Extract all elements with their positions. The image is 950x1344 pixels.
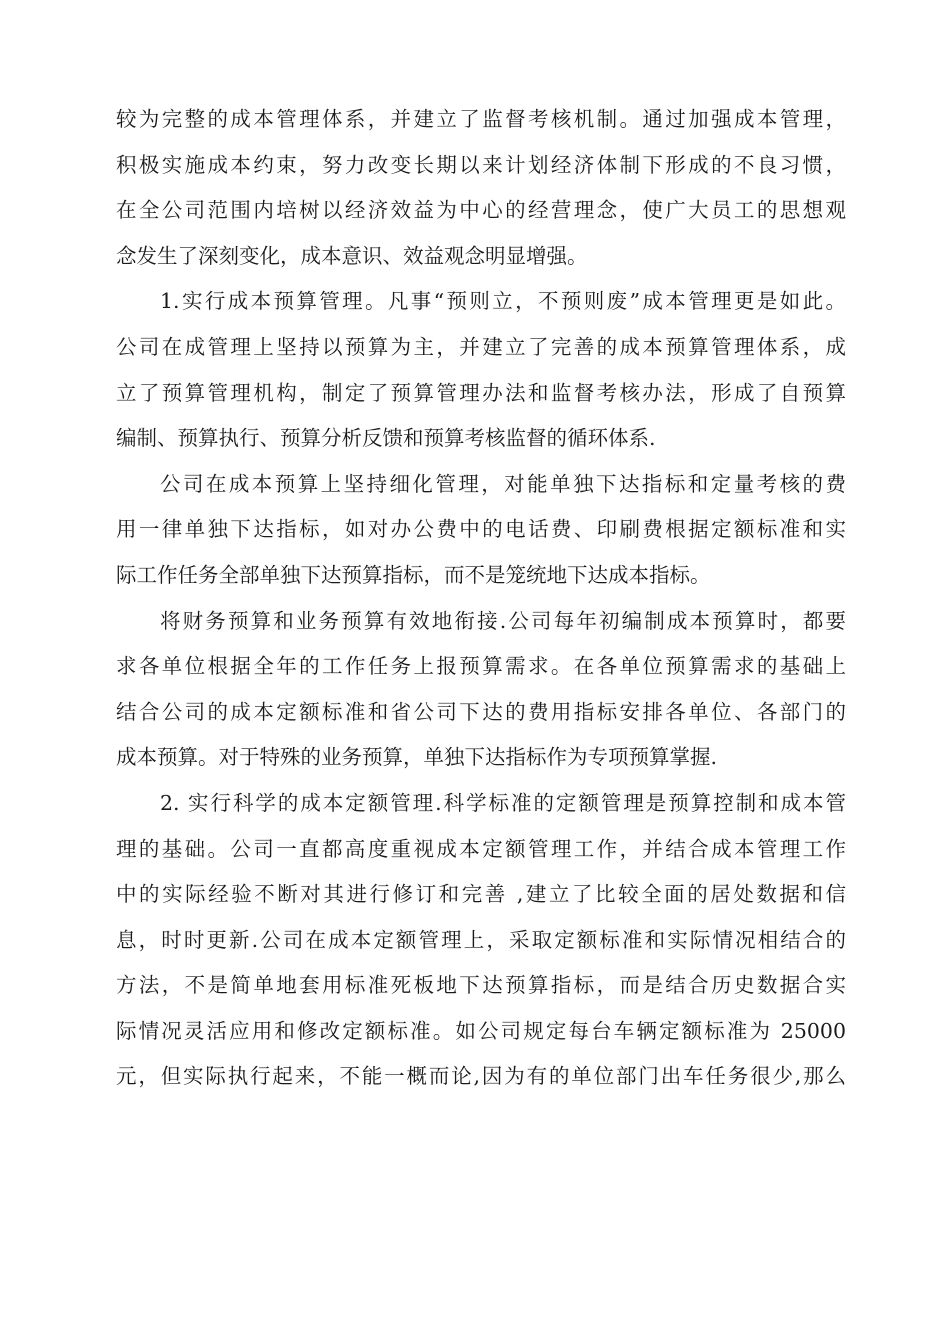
text-line: 用一律单独下达指标，如对办公费中的电话费、印刷费根据定额标准和实 (116, 517, 846, 542)
text-line: 方法，不是简单地套用标准死板地下达预算指标，而是结合历史数据合实 (116, 973, 846, 998)
text-line: 积极实施成本约束，努力改变长期以来计划经济体制下形成的不良习惯， (116, 152, 846, 177)
text-line: 中的实际经验不断对其进行修订和完善 ,建立了比较全面的居处数据和信 (116, 882, 846, 907)
text-line: 元，但实际执行起来，不能一概而论,因为有的单位部门出车任务很少,那么 (116, 1064, 846, 1089)
paragraph-budget-link (116, 599, 846, 781)
body-text (116, 97, 846, 1100)
text-line: 求各单位根据全年的工作任务上报预算需求。在各单位预算需求的基础上 (116, 654, 846, 679)
text-line: 1.实行成本预算管理。凡事“预则立，不预则废”成本管理更是如此。 (160, 289, 846, 314)
paragraph-budget-detail (116, 462, 846, 599)
text-line: 将财务预算和业务预算有效地衔接.公司每年初编制成本预算时，都要 (160, 608, 846, 633)
text-line: 较为完整的成本管理体系，并建立了监督考核机制。通过加强成本管理， (116, 107, 846, 131)
text-line: 在全公司范围内培树以经济效益为中心的经营理念，使广大员工的思想观 (116, 198, 846, 223)
text-line: 2. 实行科学的成本定额管理.科学标准的定额管理是预算控制和成本管 (160, 790, 846, 815)
text-line: 际情况灵活应用和修改定额标准。如公司规定每台车辆定额标准为 25000 (116, 1018, 846, 1043)
text-line: 结合公司的成本定额标准和省公司下达的费用指标安排各单位、各部门的 (116, 699, 846, 724)
text-line: 公司在成管理上坚持以预算为主，并建立了完善的成本预算管理体系，成 (116, 334, 846, 359)
paragraph-quota-management (116, 781, 846, 1100)
text-line: 编制、预算执行、预算分析反馈和预算考核监督的循环体系. (116, 426, 656, 451)
text-line: 理的基础。公司一直都高度重视成本定额管理工作，并结合成本管理工作 (116, 836, 846, 861)
text-line: 立了预算管理机构，制定了预算管理办法和监督考核办法，形成了自预算 (116, 380, 846, 405)
text-line: 际工作任务全部单独下达预算指标，而不是笼统地下达成本指标。 (116, 562, 711, 587)
text-line: 公司在成本预算上坚持细化管理，对能单独下达指标和定量考核的费 (160, 471, 846, 496)
text-line: 息，时时更新.公司在成本定额管理上，采取定额标准和实际情况相结合的 (116, 927, 846, 952)
paragraph-budget-management (116, 279, 846, 461)
text-line: 成本预算。对于特殊的业务预算，单独下达指标作为专项预算掌握. (116, 745, 718, 770)
paragraph-intro (116, 97, 846, 279)
text-line: 念发生了深刻变化，成本意识、效益观念明显增强。 (116, 243, 588, 268)
